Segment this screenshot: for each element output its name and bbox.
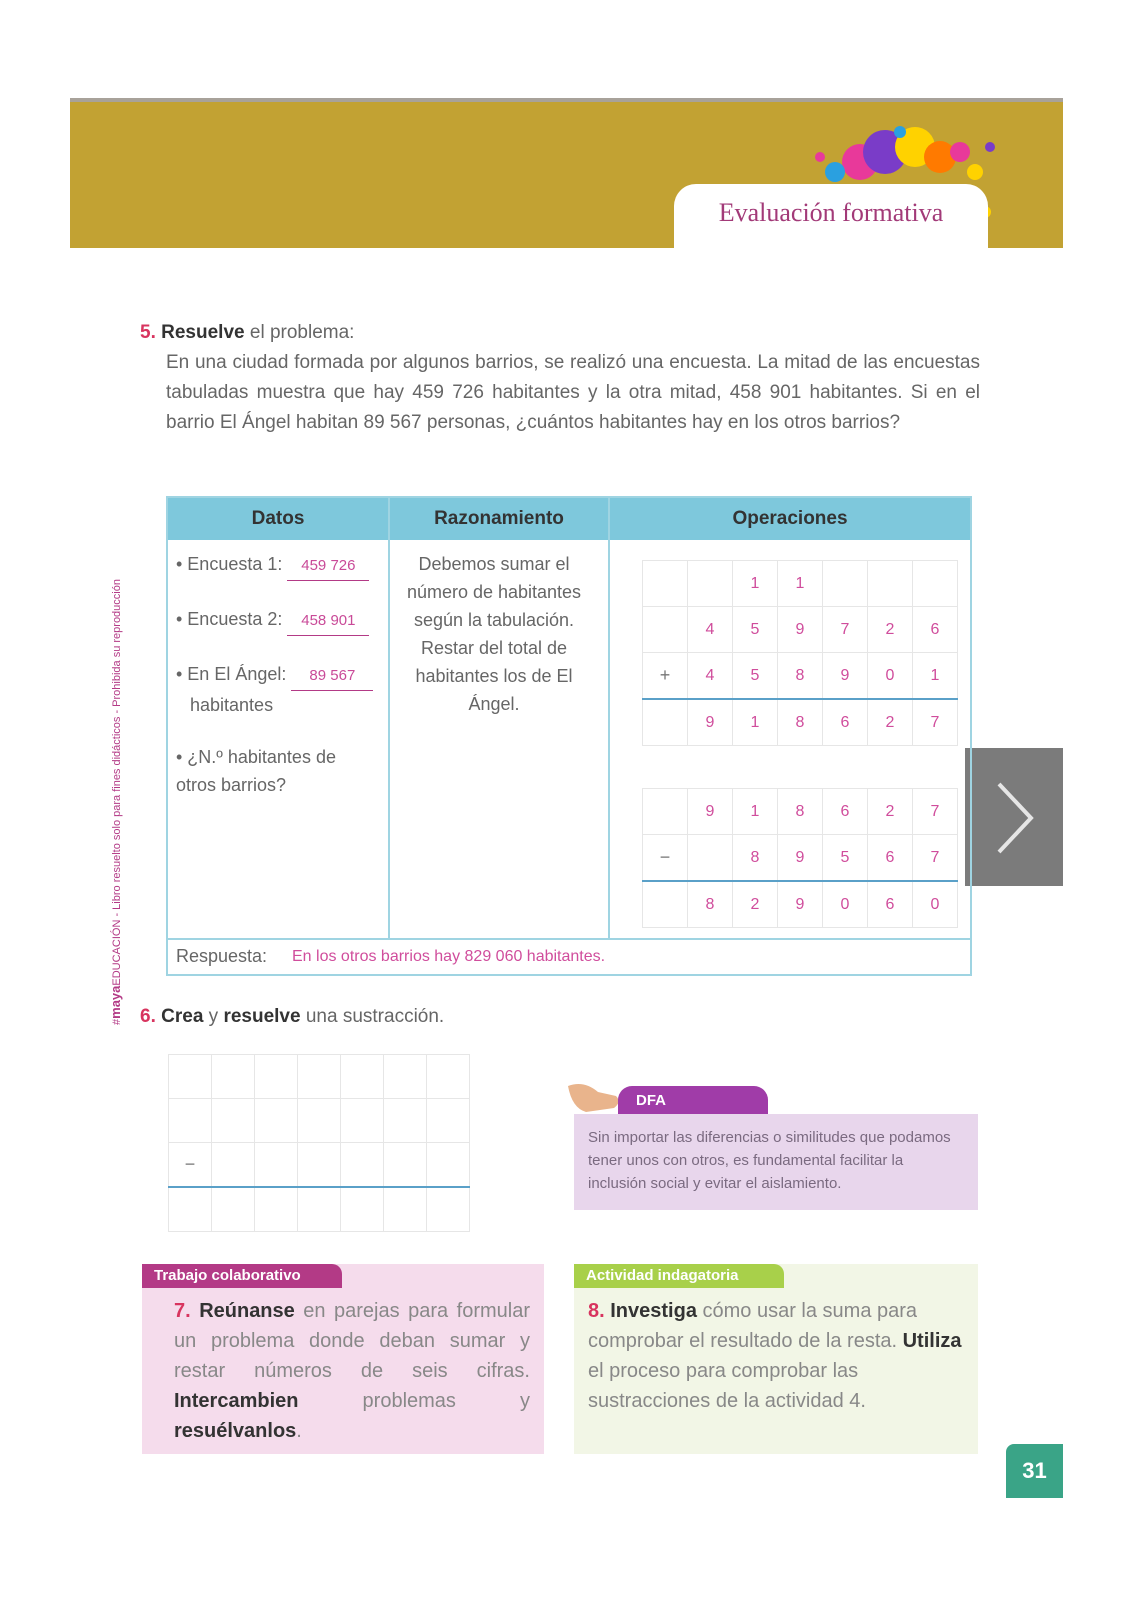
dato-encuesta-1: • Encuesta 1: 459 726: [176, 550, 376, 581]
exercise-6-grid[interactable]: [168, 1054, 470, 1232]
dfa-tab: DFA: [618, 1086, 768, 1116]
hand-icon: [564, 1078, 624, 1118]
dato-el-angel: • En El Ángel: 89 567 habitantes: [176, 660, 376, 719]
next-page-button[interactable]: [965, 748, 1063, 886]
chevron-right-icon: [993, 780, 1037, 856]
header-razonamiento: Razonamiento: [390, 498, 608, 540]
exercise-5-problem-text: En una ciudad formada por algunos barrios, se realizó una encuesta. La mitad de las encuestas tabuladas muestra que hay 459 726 habitantes y la otra mitad, 458 901 habitantes. Si en el barrio El Ángel habitan 89 567 personas, ¿cuántos habitantes hay en los otros barrios?: [166, 352, 980, 433]
minus-sign: −: [169, 1143, 212, 1188]
minuend-row: 9 1 8 6 2 7: [643, 789, 958, 835]
dfa-box: Sin importar las diferencias o similitudes que podamos tener unos con otros, es fundamental facilitar la inclusión social y evitar el aislamiento.: [574, 1114, 978, 1210]
minus-sign: −: [643, 835, 688, 882]
column-divider: [388, 498, 390, 938]
addend-row-2: + 4 5 8 9 0 1: [643, 653, 958, 700]
indag-box: 8. Investiga cómo usar la suma para comprobar el resultado de la resta. Utiliza el proceso para comprobar las sustracciones de la actividad 4.: [574, 1264, 978, 1454]
sidebar-vertical-text: #mayaEDUCACIÓN - Libro resuelto solo para fines didácticos - Prohibida su reproducción: [108, 579, 123, 1025]
exercise-6-instruction: 6. Crea y resuelve una sustracción.: [140, 1006, 445, 1027]
subtraction-grid: [642, 788, 958, 928]
razonamiento-text: Debemos sumar el número de habitantes según la tabulación. Restar del total de habitantes los de El Ángel.: [406, 554, 582, 714]
exercise-5: [140, 318, 980, 438]
difference-row: 8 2 9 0 6 0: [643, 881, 958, 928]
answer-label: Respuesta:: [176, 946, 268, 966]
answer-row: [168, 938, 970, 976]
plus-sign: +: [643, 653, 688, 700]
exercise-5-instruction: 5. Resuelve el problema:: [140, 322, 355, 343]
addition-grid: [642, 560, 958, 746]
indag-tab: Actividad indagatoria: [574, 1264, 784, 1288]
collab-tab: Trabajo colaborativo: [142, 1264, 342, 1288]
section-title: Evaluación formativa: [718, 198, 944, 227]
header-operaciones: Operaciones: [610, 498, 970, 540]
brand-logo: maya: [108, 985, 123, 1019]
column-divider: [608, 498, 610, 938]
subtrahend-row: − 8 9 5 6 7: [643, 835, 958, 882]
page-number: 31: [1006, 1444, 1063, 1498]
sum-row: 9 1 8 6 2 7: [643, 699, 958, 746]
dato-pregunta: • ¿N.º habitantes de otros barrios?: [176, 747, 336, 795]
answer-value: En los otros barrios hay 829 060 habitantes.: [292, 948, 606, 965]
header-datos: Datos: [168, 498, 388, 540]
carry-row: 1 1: [643, 561, 958, 607]
datos-column: [176, 550, 376, 823]
problem-table: [166, 496, 972, 976]
collab-box: 7. Reúnanse en parejas para formular un problema donde deban sumar y restar números de seis cifras. Intercambien problemas y resuélvanlos.: [142, 1264, 544, 1454]
dato-encuesta-2: • Encuesta 2: 458 901: [176, 605, 376, 636]
addend-row-1: 4 5 9 7 2 6: [643, 607, 958, 653]
